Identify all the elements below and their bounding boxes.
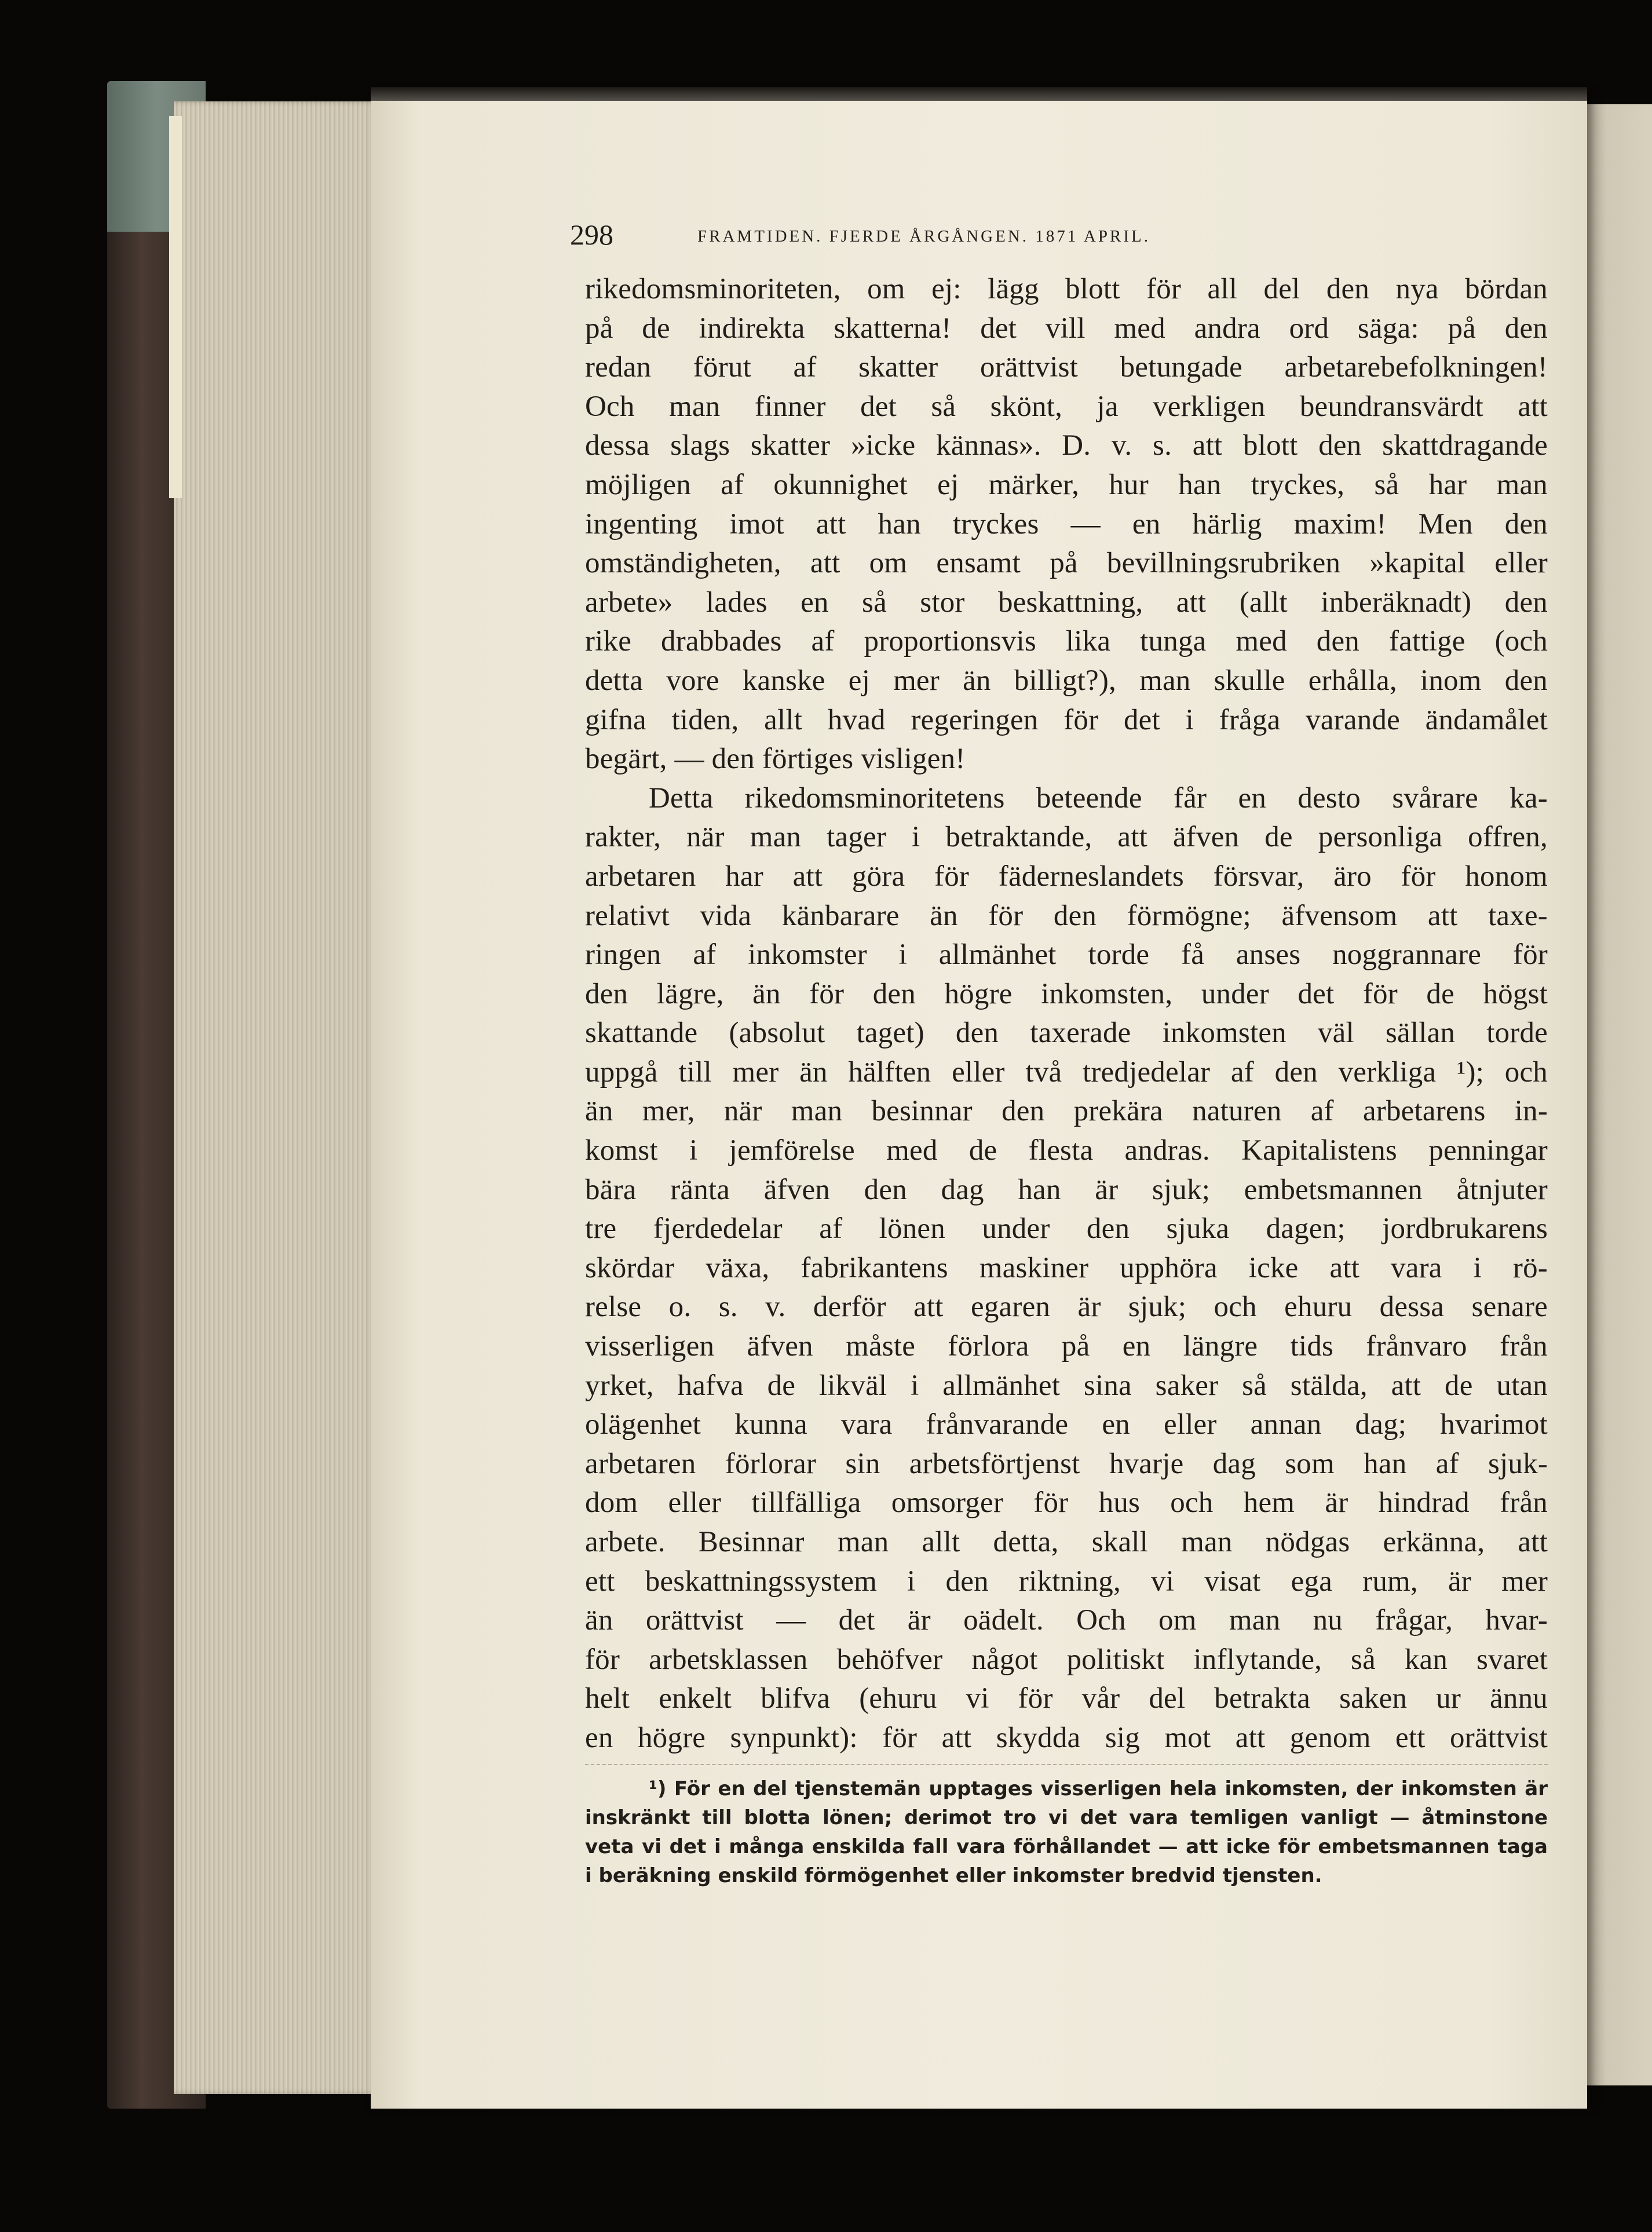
text-line: omständigheten, att om ensamt på bevillningsrubriken »kapital eller [585, 547, 1548, 580]
running-title: FRAMTIDEN. FJERDE ÅRGÅNGEN. 1871 APRIL. [697, 227, 1150, 246]
text-line: en högre synpunkt): för att skydda sig mot att genom ett orättvist [585, 1721, 1548, 1754]
text-line: på de indirekta skatterna! det vill med andra ord säga: på den [585, 312, 1548, 345]
text-line: dessa slags skatter »icke kännas». D. v. s. att blott den skattdragande [585, 429, 1548, 462]
running-head [570, 209, 1375, 255]
text-line: helt enkelt blifva (ehuru vi för vår del betrakta saken ur ännu [585, 1682, 1548, 1715]
text-line: relse o. s. v. derför att egaren är sjuk; och ehuru dessa senare [585, 1291, 1548, 1324]
next-page-edge [1587, 104, 1652, 2085]
text-line: möjligen af okunnighet ej märker, hur han tryckes, så har man [585, 468, 1548, 501]
page-text-area [570, 209, 1548, 1890]
footnote-divider [585, 1764, 1548, 1765]
text-line: för arbetsklassen behöfver något politiskt inflytande, så kan svaret [585, 1643, 1548, 1676]
text-line: redan förut af skatter orättvist betungade arbetarebefolkningen! [585, 351, 1548, 384]
footnote-line: veta vi det i många enskilda fall vara förhållandet — att icke för embetsmannen taga [585, 1835, 1548, 1858]
text-line: komst i jemförelse med de flesta andras. Kapitalistens penningar [585, 1134, 1548, 1167]
footnote [585, 1774, 1548, 1890]
text-line: rakter, när man tager i betraktande, att äfven de personliga offren, [585, 821, 1548, 854]
text-line: ingenting imot att han tryckes — en härlig maxim! Men den [585, 507, 1548, 540]
text-line: detta vore kanske ej mer än billigt?), man skulle erhålla, inom den [585, 664, 1548, 697]
text-line: arbete» lades en så stor beskattning, att (allt inberäknadt) den [585, 586, 1548, 619]
footnote-line: inskränkt till blotta lönen; derimot tro vi det vara temligen vanligt — åtminstone [585, 1806, 1548, 1829]
text-line: bära ränta äfven den dag han är sjuk; embetsmannen åtnjuter [585, 1173, 1548, 1206]
text-line: den lägre, än för den högre inkomsten, under det för de högst [585, 977, 1548, 1010]
body-text [585, 270, 1548, 1758]
text-line: än mer, när man besinnar den prekära naturen af arbetarens in- [585, 1095, 1548, 1128]
text-line: uppgå till mer än hälften eller två tredjedelar af den verkliga ¹); och [585, 1055, 1548, 1088]
text-line: gifna tiden, allt hvad regeringen för det i fråga varande ändamålet [585, 703, 1548, 736]
text-line: arbetaren har att göra för fäderneslandets försvar, äro för honom [585, 860, 1548, 893]
footnote-line: ¹) För en del tjenstemän upptages visserligen hela inkomsten, der inkomsten är [649, 1777, 1548, 1800]
text-line: Detta rikedomsminoritetens beteende får en desto svårare ka- [649, 781, 1548, 814]
text-line: Och man finner det så skönt, ja verkligen beundransvärdt att [585, 390, 1548, 423]
page-top-shadow [371, 87, 1587, 101]
text-line: relativt vida känbarare än för den förmögne; äfvensom att taxe- [585, 899, 1548, 932]
text-line: ringen af inkomster i allmänhet torde få anses noggrannare för [585, 938, 1548, 971]
text-line: tre fjerdedelar af lönen under den sjuka dagen; jordbrukarens [585, 1212, 1548, 1245]
paper-slip [169, 116, 182, 498]
text-line: arbetaren förlorar sin arbetsförtjenst hvarje dag som han af sjuk- [585, 1447, 1548, 1480]
text-line: olägenhet kunna vara frånvarande en eller annan dag; hvarimot [585, 1408, 1548, 1441]
text-line: skördar växa, fabrikantens maskiner upphöra icke att vara i rö- [585, 1251, 1548, 1284]
footnote-line: i beräkning enskild förmögenhet eller inkomster bredvid tjensten. [585, 1864, 1322, 1887]
text-line: än orättvist — det är oädelt. Och om man nu frågar, hvar- [585, 1604, 1548, 1637]
text-line: ett beskattningssystem i den riktning, vi visat ega rum, är mer [585, 1565, 1548, 1598]
text-line: yrket, hafva de likväl i allmänhet sina saker så stälda, att de utan [585, 1369, 1548, 1402]
page-edges [174, 101, 400, 2094]
text-line: visserligen äfven måste förlora på en längre tids frånvaro från [585, 1330, 1548, 1363]
text-line: rikedomsminoriteten, om ej: lägg blott för all del den nya bördan [585, 273, 1548, 305]
text-line: rike drabbades af proportionsvis lika tunga med den fattige (och [585, 625, 1548, 658]
page-number: 298 [570, 218, 613, 251]
text-line: skattande (absolut taget) den taxerade inkomsten väl sällan torde [585, 1017, 1548, 1050]
text-line: arbete. Besinnar man allt detta, skall man nödgas erkänna, att [585, 1526, 1548, 1558]
text-line: dom eller tillfälliga omsorger för hus och hem är hindrad från [585, 1486, 1548, 1519]
text-line: begärt, — den förtiges visligen! [585, 743, 966, 776]
